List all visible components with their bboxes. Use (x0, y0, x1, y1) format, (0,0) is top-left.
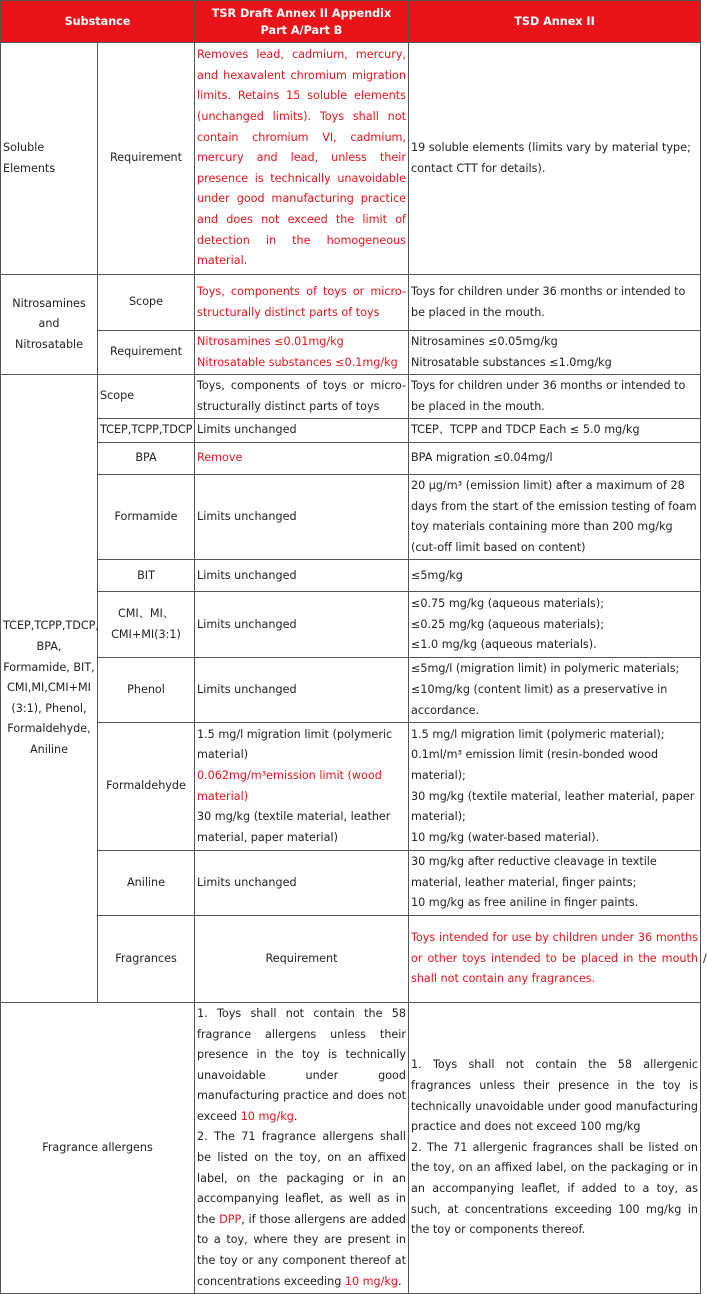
tsd-formaldehyde-line3: 30 mg/kg (textile material, leather material, paper material); (411, 789, 695, 824)
substance-fragrance-allergens: Fragrance allergens (1, 1002, 195, 1293)
tsr-formaldehyde (195, 723, 409, 851)
header-tsd: TSD Annex II (409, 1, 701, 43)
tsr-allergens-item2-text: 2. The 71 fragrance allergens shall be listed on the toy, on an affixed label, on the packaging or in an accompanying leaflet, as well as in the (197, 1130, 406, 1226)
label-cmi-line2: CMI+MI(3:1) (111, 627, 181, 641)
label-tcep: TCEP,TCPP,TDCP (98, 419, 195, 443)
tsr-nitrosamines-scope: Toys, components of toys or micro-structurally distinct parts of toys (195, 275, 409, 331)
tsr-nitrosamines-requirement (195, 331, 409, 375)
tsr-tcep: Limits unchanged (195, 419, 409, 443)
tsr-bpa: Remove (195, 442, 409, 474)
label-scope: Scope (98, 375, 195, 419)
tsd-aniline-line1: 30 mg/kg after reductive cleavage in textile material, leather material, finger paints; (411, 855, 657, 889)
tsr-allergens-item2-text2: , if those allergens are added to a toy, where they are present in the toy or any component thereof at concentrations exceeding (197, 1212, 406, 1288)
tsr-allergens-item2-end: . (398, 1274, 402, 1288)
table-row (1, 592, 701, 658)
tsd-formaldehyde-line4: 10 mg/kg (water-based material). (411, 830, 600, 844)
header-tsr (195, 1, 409, 43)
tsd-allergens-item1: 1. Toys shall not contain the 58 allergenic fragrances unless their presence in the toy is technically unavoidable under good manufacturing practice and does not exceed 100 mg/kg (411, 1058, 698, 1134)
tsr-fragrances: Toys intended for use by children under 36 months or other toys intended to be placed in the mouth shall not contain any fragrances. (409, 915, 701, 1002)
tsr-formaldehyde-line3: 30 mg/kg (textile material, leather material, paper material) (197, 810, 391, 844)
label-bpa: BPA (98, 442, 195, 474)
tsd-fragrance-allergens (409, 1002, 701, 1293)
table-row (1, 419, 701, 443)
tsd-phenol-line1: ≤5mg/l (migration limit) in polymeric materials; (411, 662, 680, 676)
tsd-bpa: BPA migration ≤0.04mg/l (409, 442, 701, 474)
label-formamide: Formamide (98, 474, 195, 559)
table-header-row (1, 1, 701, 43)
tsd-soluble-elements: 19 soluble elements (limits vary by material type; contact CTT for details). (409, 43, 701, 275)
table-row: Fragrances Requirement Toys intended for use by children under 36 months or other toys intended to be placed in the mouth shall not contain any fragrances. / (1, 915, 701, 1002)
tsd-group-scope: Toys for children under 36 months or intended to be placed in the mouth. (409, 375, 701, 419)
tsd-phenol (409, 658, 701, 723)
header-tsr-line1: TSR Draft Annex II Appendix (211, 6, 392, 20)
tsd-nitrosatable-line: Nitrosatable substances ≤1.0mg/kg (411, 355, 612, 369)
tsr-allergens-item2-dpp: DPP (219, 1212, 242, 1226)
tsr-soluble-elements: Removes lead, cadmium, mercury, and hexavalent chromium migration limits. Retains 15 soluble elements (unchanged limits). Toys shall not contain chromium VI, cadmium, mercury and lead, unless their presence is technically unavoidable under good manufacturing practice and does not exceed the limit of detection in the homogeneous material. (195, 43, 409, 275)
table-row (1, 560, 701, 592)
tsr-formaldehyde-line2: 0.062mg/m³emission limit (wood material) (197, 769, 382, 803)
substance-fragrances: Fragrances (98, 915, 195, 1002)
label-bit: BIT (98, 560, 195, 592)
tsr-cmi: Limits unchanged (195, 592, 409, 658)
header-tsr-line2: Part A/Part B (260, 23, 343, 37)
table-row (1, 658, 701, 723)
tsr-aniline: Limits unchanged (195, 851, 409, 916)
tsd-bit: ≤5mg/kg (409, 560, 701, 592)
table-row (1, 851, 701, 916)
table-row (1, 442, 701, 474)
label-requirement: Requirement (98, 43, 195, 275)
tsd-formaldehyde-line1: 1.5 mg/l migration limit (polymeric material); (411, 727, 665, 741)
tsd-nitrosamines-line: Nitrosamines ≤0.05mg/kg (411, 335, 558, 348)
label-aniline: Aniline (98, 851, 195, 916)
label-phenol: Phenol (98, 658, 195, 723)
tsr-formaldehyde-line1: 1.5 mg/l migration limit (polymeric material) (197, 727, 393, 762)
tsd-allergens-item2: 2. The 71 allergenic fragrances shall be listed on the toy, on an affixed label, on the packaging or in an accompanying leaflet, if added to a toy, as such, at concentrations exceeding 100 mg/kg in the toy or components thereof. (411, 1140, 698, 1237)
tsd-tcep: TCEP、TCPP and TDCP Each ≤ 5.0 mg/kg (409, 419, 701, 443)
table-row (1, 723, 701, 851)
tsr-fragrance-allergens (195, 1002, 409, 1293)
label-requirement: Requirement (98, 331, 195, 375)
tsd-aniline (409, 851, 701, 916)
tsd-formaldehyde (409, 723, 701, 851)
tsr-nitrosatable-line: Nitrosatable substances ≤0.1mg/kg (197, 355, 398, 369)
tsd-phenol-line2: ≤10mg/kg (content limit) as a preservative in accordance. (411, 682, 668, 717)
tsd-formaldehyde-line2: 0.1ml/m³ emission limit (resin-bonded wood material); (411, 748, 659, 783)
tsd-cmi-line2: ≤0.25 mg/kg (aqueous materials); (411, 617, 605, 631)
tsr-allergens-item1-end: . (293, 1109, 298, 1123)
table-row (1, 43, 701, 275)
substance-nitrosamines: Nitrosamines and Nitrosatable (1, 275, 98, 375)
table-row (1, 375, 701, 419)
tsr-group-scope: Toys, components of toys or micro-structurally distinct parts of toys (195, 375, 409, 419)
tsr-allergens-item1-text: 1. Toys shall not contain the 58 fragrance allergens unless their presence in the toy is technically unavoidable under good manufacturing practice and does not exceed (197, 1006, 406, 1123)
tsr-bit: Limits unchanged (195, 560, 409, 592)
substance-soluble-elements: Soluble Elements (1, 43, 98, 275)
label-formaldehyde: Formaldehyde (98, 723, 195, 851)
tsr-allergens-item2-limit: 10 mg/kg (344, 1274, 398, 1288)
tsr-allergens-item1-limit: 10 mg/kg (240, 1109, 294, 1123)
table-row (1, 1002, 701, 1293)
tsr-nitrosamines-line: Nitrosamines ≤0.01mg/kg (197, 335, 344, 348)
tsd-cmi-line3: ≤1.0 mg/kg (aqueous materials). (411, 638, 597, 652)
label-requirement: Requirement (195, 915, 409, 1002)
label-cmi-line1: CMI、MI、 (117, 607, 175, 621)
tsd-cmi (409, 592, 701, 658)
header-substance: Substance (1, 1, 195, 43)
table-row (1, 275, 701, 331)
table-row (1, 474, 701, 559)
tsd-nitrosamines-scope: Toys for children under 36 months or intended to be placed in the mouth. (409, 275, 701, 331)
tsr-formamide: Limits unchanged (195, 474, 409, 559)
tsd-aniline-line2: 10 mg/kg as free aniline in finger paints. (411, 896, 639, 910)
label-scope: Scope (98, 275, 195, 331)
tsr-allergens-item2 (197, 1127, 406, 1292)
tsr-phenol: Limits unchanged (195, 658, 409, 723)
substance-chemical-group: TCEP,TCPP,TDCP, BPA, Formamide, BIT, CMI,MI,CMI+MI (3:1), Phenol, Formaldehyde, Aniline (1, 375, 98, 1003)
tsd-cmi-line1: ≤0.75 mg/kg (aqueous materials); (411, 596, 605, 610)
tsd-nitrosamines-requirement (409, 331, 701, 375)
table-row (1, 331, 701, 375)
tsd-formamide: 20 μg/m³ (emission limit) after a maximum of 28 days from the start of the emission testing of foam toy materials containing more than 200 mg/kg (cut-off limit based on content) (409, 474, 701, 559)
tsr-allergens-item1 (197, 1004, 406, 1128)
label-cmi (98, 592, 195, 658)
